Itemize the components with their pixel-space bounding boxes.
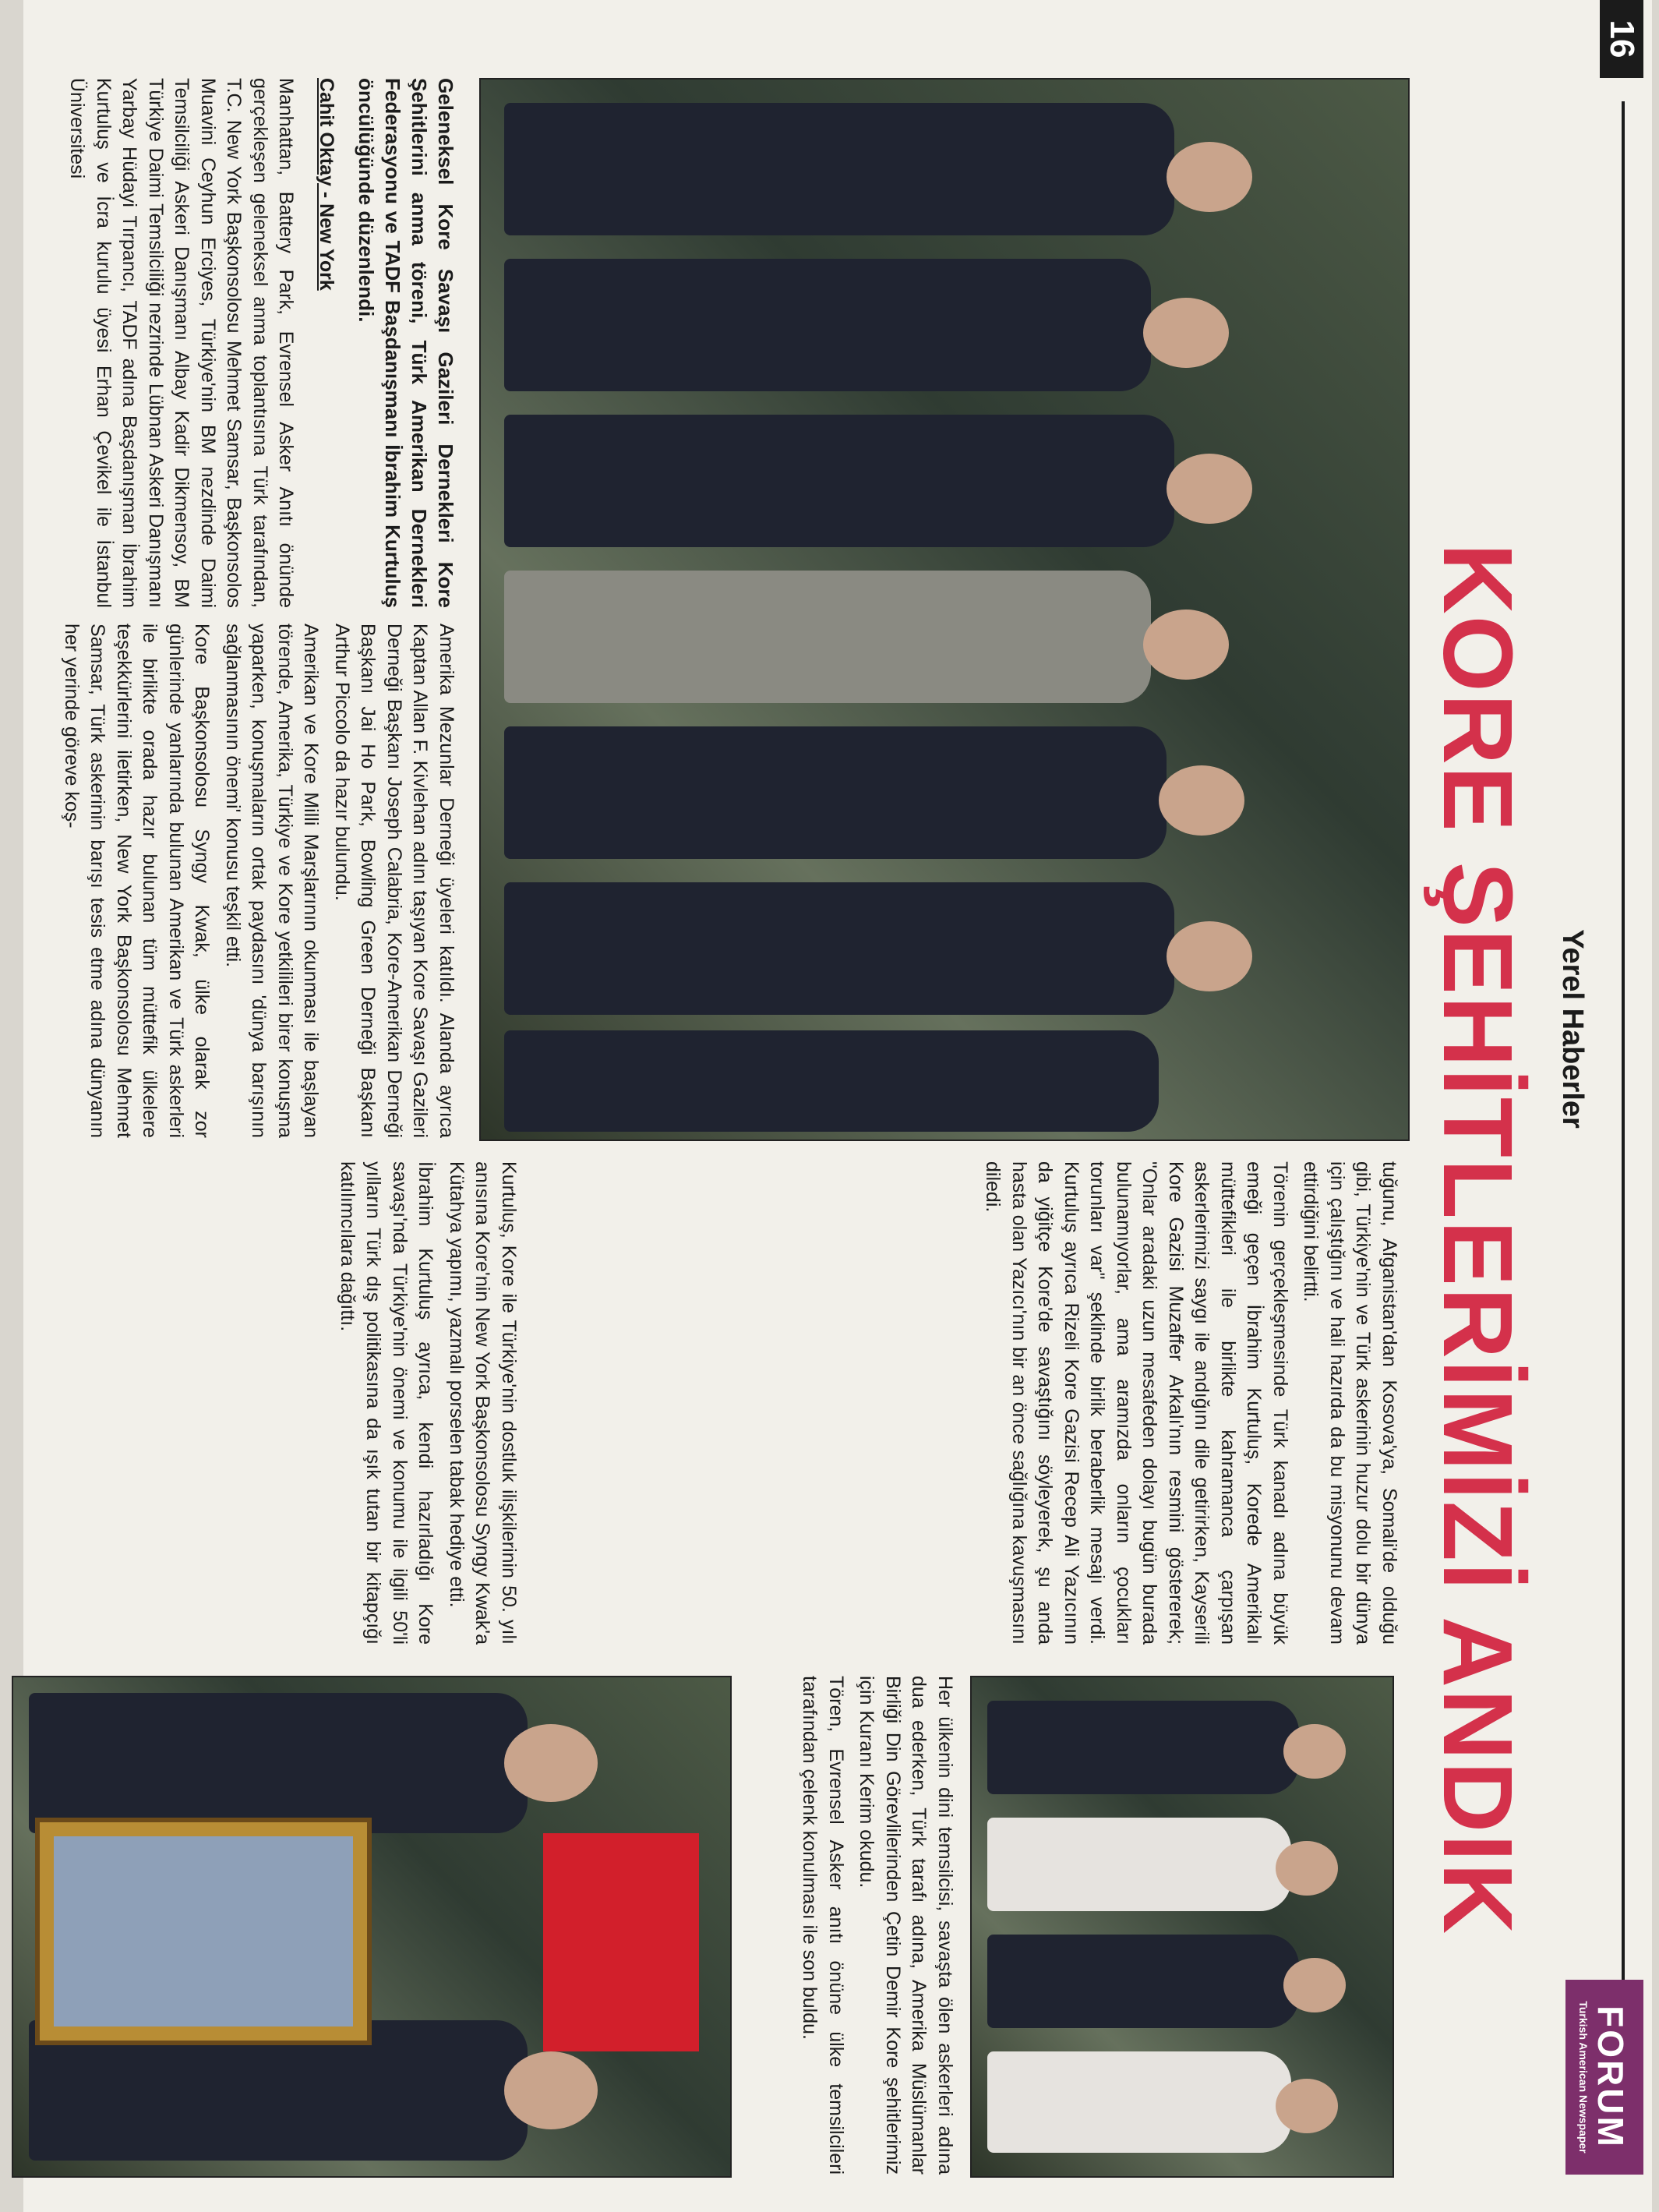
group-photo	[479, 78, 1410, 1141]
person-figure	[987, 1701, 1299, 1794]
article-paragraph: Tören, Evrensel Asker anıtı önüne ülke temsilcileri tarafından çelenk konulması ile son buldu.	[799, 1676, 847, 2175]
person-face	[1276, 1841, 1338, 1896]
article-column-1	[15, 78, 459, 608]
person-face	[1283, 1958, 1346, 2012]
article-paragraph: Manhattan, Battery Park, Evrensel Asker Anıtı önünde gerçekleşen geleneksel anma toplantısına Türk tarafından, T.C. New York Başkonsolosu Mehmet Samsar, Başkonsolos Muavini Ceyhun Erciyes, Türkiye'nin BM nezdinde Daimi Temsilciliği Askeri Danışmanı Albay Kadir Dikmensoy, BM Türkiye Daimi Temsilciliği nezrinde Lübnan Askeri Danışmanı Yarbay Hüdayi Tırpancı, TADF adına Başdanışman İbrahim Kurtuluş ve İcra kurulu üyesi Erhan Çevikel ile İstanbul Üniversitesi	[66, 78, 298, 608]
person-figure	[29, 1693, 528, 1833]
person-figure	[987, 1935, 1299, 2028]
forum-logo-name: FORUM	[1590, 2005, 1631, 2149]
headline: KORE ŞEHİTLERİMİZİ ANDIK	[1423, 542, 1533, 1936]
forum-logo	[1565, 1980, 1643, 2175]
section-title: Yerel Haberler	[1556, 929, 1589, 1129]
person-face	[1167, 454, 1252, 524]
person-figure	[504, 571, 1151, 703]
person-figure	[987, 1818, 1291, 1911]
article-column-2	[15, 624, 459, 1138]
portrait-frame	[35, 1818, 372, 2045]
article-paragraph: Törenin gerçekleşmesinde Türk kanadı adına büyük emeği geçen İbrahim Kurtuluş, Korede Amerikalı müttefikleri ile birlikte kahramanca çarpışan askerlerimizi saygı ile andığını dile getirirken, Kayserili Kore Gazisi Muzaffer Arkalı'nın resmini göstererek; "Onlar aradaki uzun mesafeden dolayı bugün burada bulunamıyorlar, ama aramızda onların çocukları torunları var" şeklinde birlik beraberlik mesajı verdi. Kurtuluş ayrıca Rizeli Kore Gazisi Recep Ali Yazıcının da yiğitçe Kore'de savaştığını söyleyerek, şu anda hasta olan Yazıcı'nın bir an önce sağlığına kavuşmasını diledi.	[982, 1161, 1291, 1645]
article-paragraph: tuğunu, Afganistan'dan Kosova'ya, Somali'de olduğu gibi, Türkiye'nin ve Türk askerinin huzur dolu bir dünya için çalıştığını ve hali hazırda da bu misyonunu devam ettirdiğini belirtti.	[1300, 1161, 1400, 1645]
person-figure	[504, 882, 1174, 1015]
person-figure	[504, 1030, 1159, 1132]
ceremony-photo	[970, 1676, 1394, 2178]
person-face	[504, 2051, 598, 2129]
masthead-rule	[1622, 101, 1625, 2081]
masthead	[1558, 0, 1659, 2212]
person-face	[1143, 610, 1229, 680]
turkish-flag	[543, 1833, 699, 2051]
person-face	[1143, 298, 1229, 368]
person-face	[1283, 1724, 1346, 1779]
article-column-3a	[529, 1161, 1402, 1645]
article-byline: Cahit Oktay - New York	[316, 78, 337, 291]
article-paragraph: Kore Başkonsolosu Syngy Kwak, ülke olarak zor günlerinde yanlarında bulunan Amerikan ve Türk askerleri ile birlikte orada hazır bulunan tüm müttefik ülkelere teşekkürlerini iletirken, New York Başkonsolosu Mehmet Samsar, Türk askerinin barışı tesis etme adına dünyanın her yerinde göreve koş-	[61, 624, 214, 1138]
person-figure	[987, 2051, 1291, 2153]
person-face	[1167, 142, 1252, 212]
person-face	[1159, 765, 1244, 836]
article-paragraph: Amerika Mezunlar Derneği üyeleri katıldı. Alanda ayrıca Kaptan Allan F. Kivlehan adını taşıyan Kore Savaşı Gazileri Derneği Başkanı Joseph Calabria, Kore-Amerikan Derneği Başkanı Jai Ho Park, Bowling Green Derneği Başkanı Arthur Piccolo da hazır bulundu.	[331, 624, 457, 1138]
forum-logo-tagline: Turkish American Newspaper	[1577, 2001, 1590, 2154]
page-number: 16	[1600, 0, 1643, 78]
article-paragraph: Kurtuluş, Kore ile Türkiye'nin dostluk ilişkilerinin 50. yılı anısına Kore'nin New York Başkonsolosu Syngy Kwak'a Kütahya yapımı, yazmalı porselen tabak hediye etti.	[446, 1161, 520, 1645]
article-column-4	[747, 1676, 958, 2175]
portrait-image	[54, 1836, 353, 2026]
article-paragraph: İbrahim Kurtuluş ayrıca, kendi hazırladığı Kore savaşı'nda Türkiye'nin önemi ve konumu ile ilgili 50'li yılların Türk dış politikasına da ışık tutan bir kitapçığı katılımcılara dağıttı.	[337, 1161, 437, 1645]
person-figure	[504, 415, 1174, 547]
person-figure	[504, 259, 1151, 391]
person-face	[1276, 2079, 1338, 2133]
person-figure	[504, 103, 1174, 235]
person-figure	[504, 726, 1167, 859]
article-lead: Geleneksel Kore Savaşı Gazileri Dernekleri Kore Şehitlerini anma töreni, Türk Amerikan Dernekleri Federasyonu ve TADF Başdanışmanı İbrahim Kurtuluş öncülüğünde düzenlendi.	[355, 78, 457, 608]
person-face	[504, 1724, 598, 1802]
article-paragraph: Her ülkenin dini temsilcisi, savaşta ölen askerleri adına dua ederken, Türk tarafı adına, Amerika Müslümanlar Birliği Din Görevlilerinden Çetin Demir Kore şehitlerimiz için Kuranı Kerim okudu.	[856, 1676, 956, 2175]
article-column-3b	[23, 1161, 521, 1645]
person-face	[1167, 921, 1252, 991]
portrait-photo	[12, 1676, 732, 2178]
article-paragraph: Amerikan ve Kore Milli Marşlarının okunması ile başlayan törende, Amerika, Türkiye ve Kore yetkilileri birer konuşma yaparken, konuşmaların ortak paydasını 'dünya barışının sağlanmasının önemi' konusu teşkil etti.	[222, 624, 323, 1138]
